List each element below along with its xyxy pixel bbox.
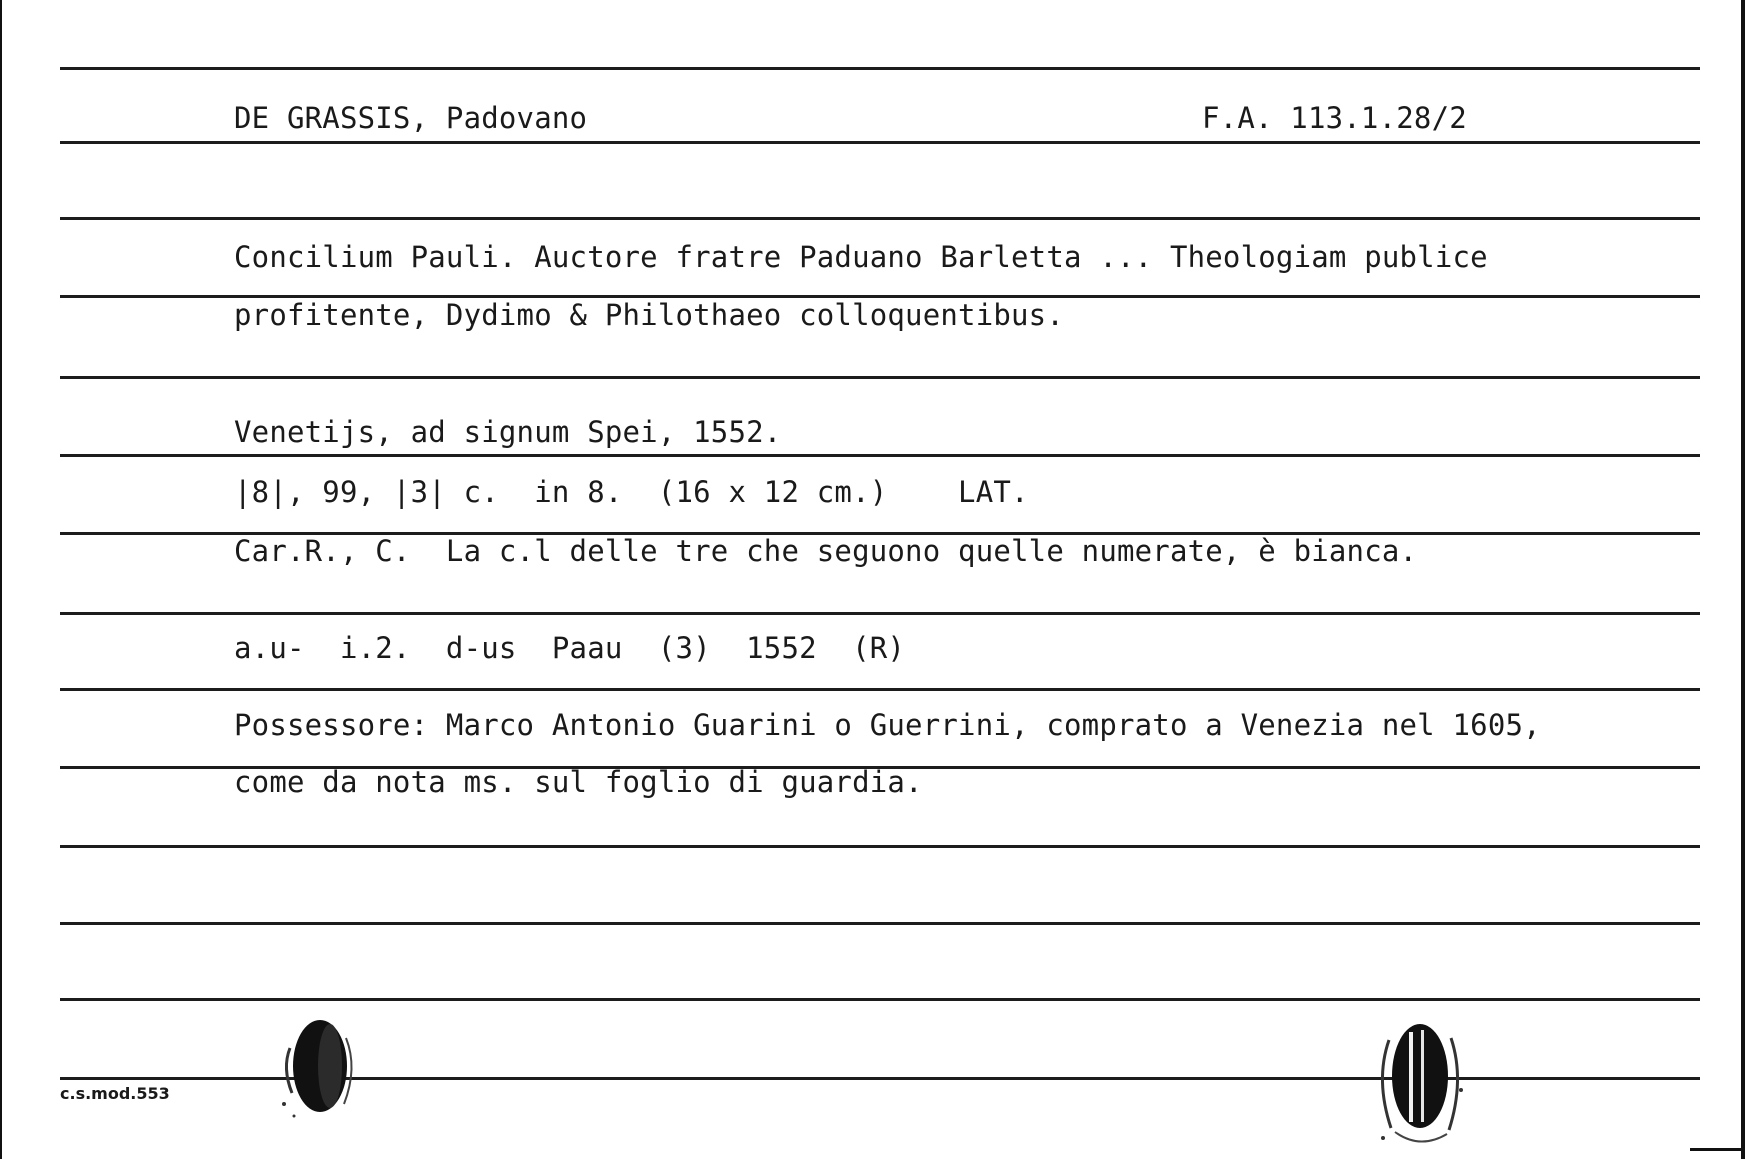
fingerprint: a.u- i.2. d-us Paau (3) 1552 (R): [234, 631, 906, 665]
ruled-line: [60, 141, 1700, 144]
ruled-line: [60, 217, 1700, 220]
ruled-line: [60, 454, 1700, 457]
title-line: Concilium Pauli. Auctore fratre Paduano Barletta ... Theologiam publice: [234, 240, 1488, 274]
card-right-edge: [1741, 0, 1745, 1159]
punch-hole-left: [272, 1008, 362, 1128]
author-heading: DE GRASSIS, Padovano: [234, 101, 588, 135]
title-line: profitente, Dydimo & Philothaeo colloquentibus.: [234, 298, 1064, 332]
ruled-line: [60, 998, 1700, 1001]
form-code: c.s.mod.553: [60, 1084, 170, 1103]
shelfmark: F.A. 113.1.28/2: [1202, 101, 1467, 135]
imprint: Venetijs, ad signum Spei, 1552.: [234, 415, 782, 449]
provenance-line: Possessore: Marco Antonio Guarini o Guerrini, comprato a Venezia nel 1605,: [234, 708, 1541, 742]
card-left-edge: [0, 0, 2, 1159]
provenance-line: come da nota ms. sul foglio di guardia.: [234, 765, 923, 799]
ruled-line: [60, 688, 1700, 691]
card-corner-mark: [1690, 1148, 1745, 1151]
punch-hole-right: [1365, 1010, 1475, 1155]
physical-note: Car.R., C. La c.l delle tre che seguono quelle numerate, è bianca.: [234, 534, 1418, 568]
collation: |8|, 99, |3| c. in 8. (16 x 12 cm.) LAT.: [234, 475, 1029, 509]
ruled-line: [60, 845, 1700, 848]
ruled-line: [60, 67, 1700, 70]
ruled-line: [60, 612, 1700, 615]
ruled-line: [60, 922, 1700, 925]
ruled-line: [60, 376, 1700, 379]
